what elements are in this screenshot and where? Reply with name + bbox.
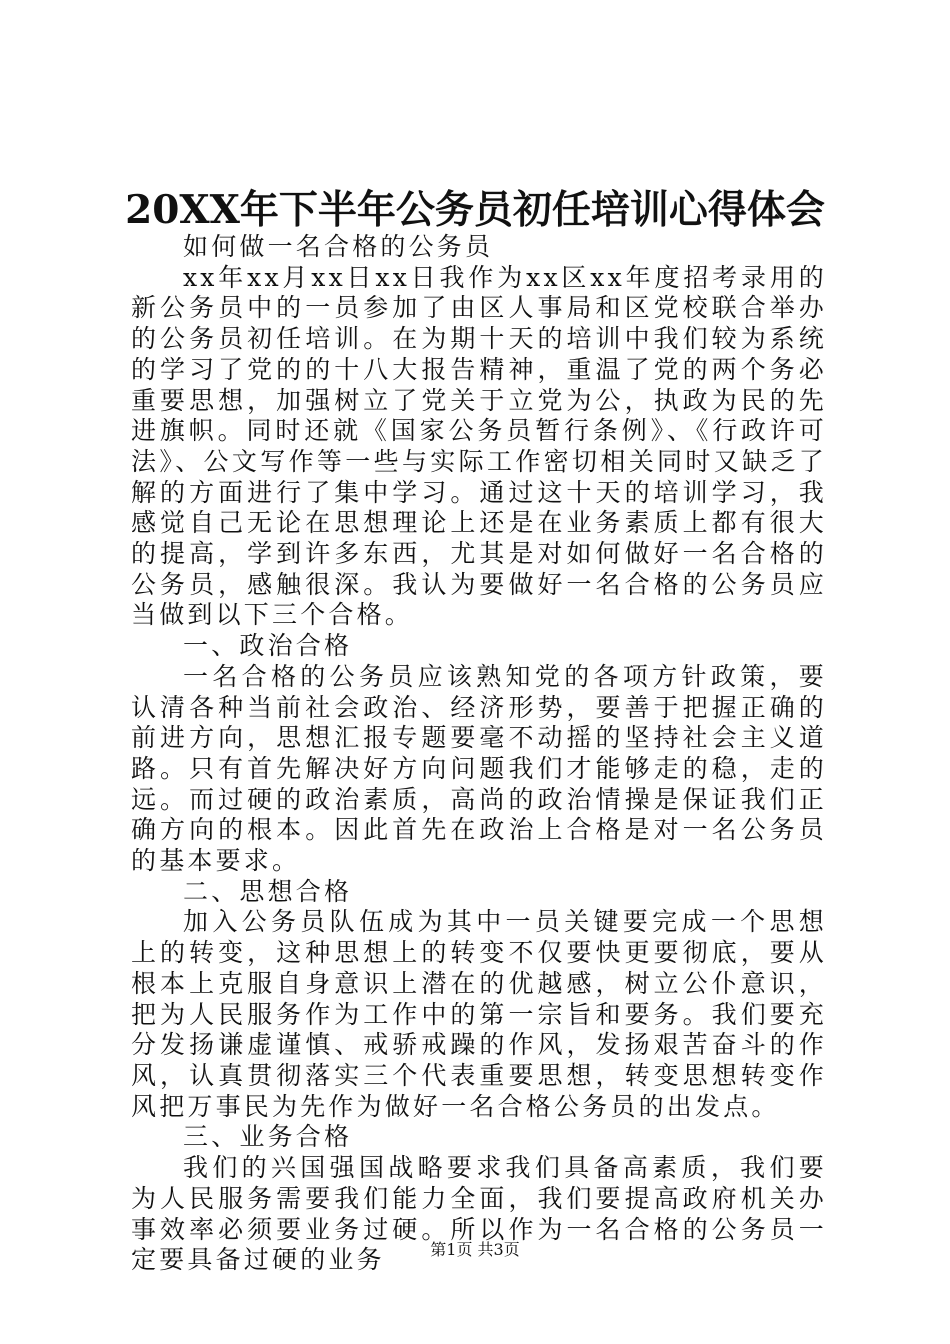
thought-paragraph: 加入公务员队伍成为其中一员关键要完成一个思想上的转变，这种思想上的转变不仅要快更要彻底，要从根本上克服自身意识上潜在的优越感，树立公仆意识，把为人民服务作为工作中的第一宗旨和要务。我们要充分发扬谦虚谨慎、戒骄戒躁的作风，发扬艰苦奋斗的作风，认真贯彻落实三个代表重要思想，转变思想转变作风把万事民为先作为做好一名合格公务员的出发点。 [131,907,827,1121]
document-title: 20XX年下半年公务员初任培训心得体会 [125,187,825,233]
section-heading-business: 三、业务合格 [183,1122,353,1152]
intro-paragraph: xx年xx月xx日xx日我作为xx区xx年度招考录用的新公务员中的一员参加了由区人事局和区党校联合举办的公务员初任培训。在为期十天的培训中我们较为系统的学习了党的的十八大报告精神，重温了党的两个务必重要思想，加强树立了党关于立党为公，执政为民的先进旗帜。同时还就《国家公务员暂行条例》、《行政许可法》、公文写作等一些与实际工作密切相关同时又缺乏了解的方面进行了集中学习。通过这十天的培训学习，我感觉自己无论在思想理论上还是在业务素质上都有很大的提高，学到许多东西，尤其是对如何做好一名合格的公务员，感触很深。我认为要做好一名合格的公务员应当做到以下三个合格。 [131,262,827,630]
political-paragraph: 一名合格的公务员应该熟知党的各项方针政策，要认清各种当前社会政治、经济形势，要善于把握正确的前进方向，思想汇报专题要毫不动摇的坚持社会主义道路。只有首先解决好方向问题我们才能够走的稳，走的远。而过硬的政治素质，高尚的政治情操是保证我们正确方向的根本。因此首先在政治上合格是对一名公务员的基本要求。 [131,661,827,876]
subtitle-paragraph: 如何做一名合格的公务员 [183,232,494,261]
document-body [131,232,827,1276]
section-heading-thought: 二、思想合格 [183,876,353,906]
business-paragraph: 我们的兴国强国战略要求我们具备高素质，我们要为人民服务需要我们能力全面，我们要提高政府机关办事效率必须要业务过硬。所以作为一名合格的公务员一定要具备过硬的业务 [131,1153,827,1275]
section-heading-political: 一、政治合格 [183,631,353,661]
page-number-footer: 第1页 共3页 [430,1240,520,1259]
